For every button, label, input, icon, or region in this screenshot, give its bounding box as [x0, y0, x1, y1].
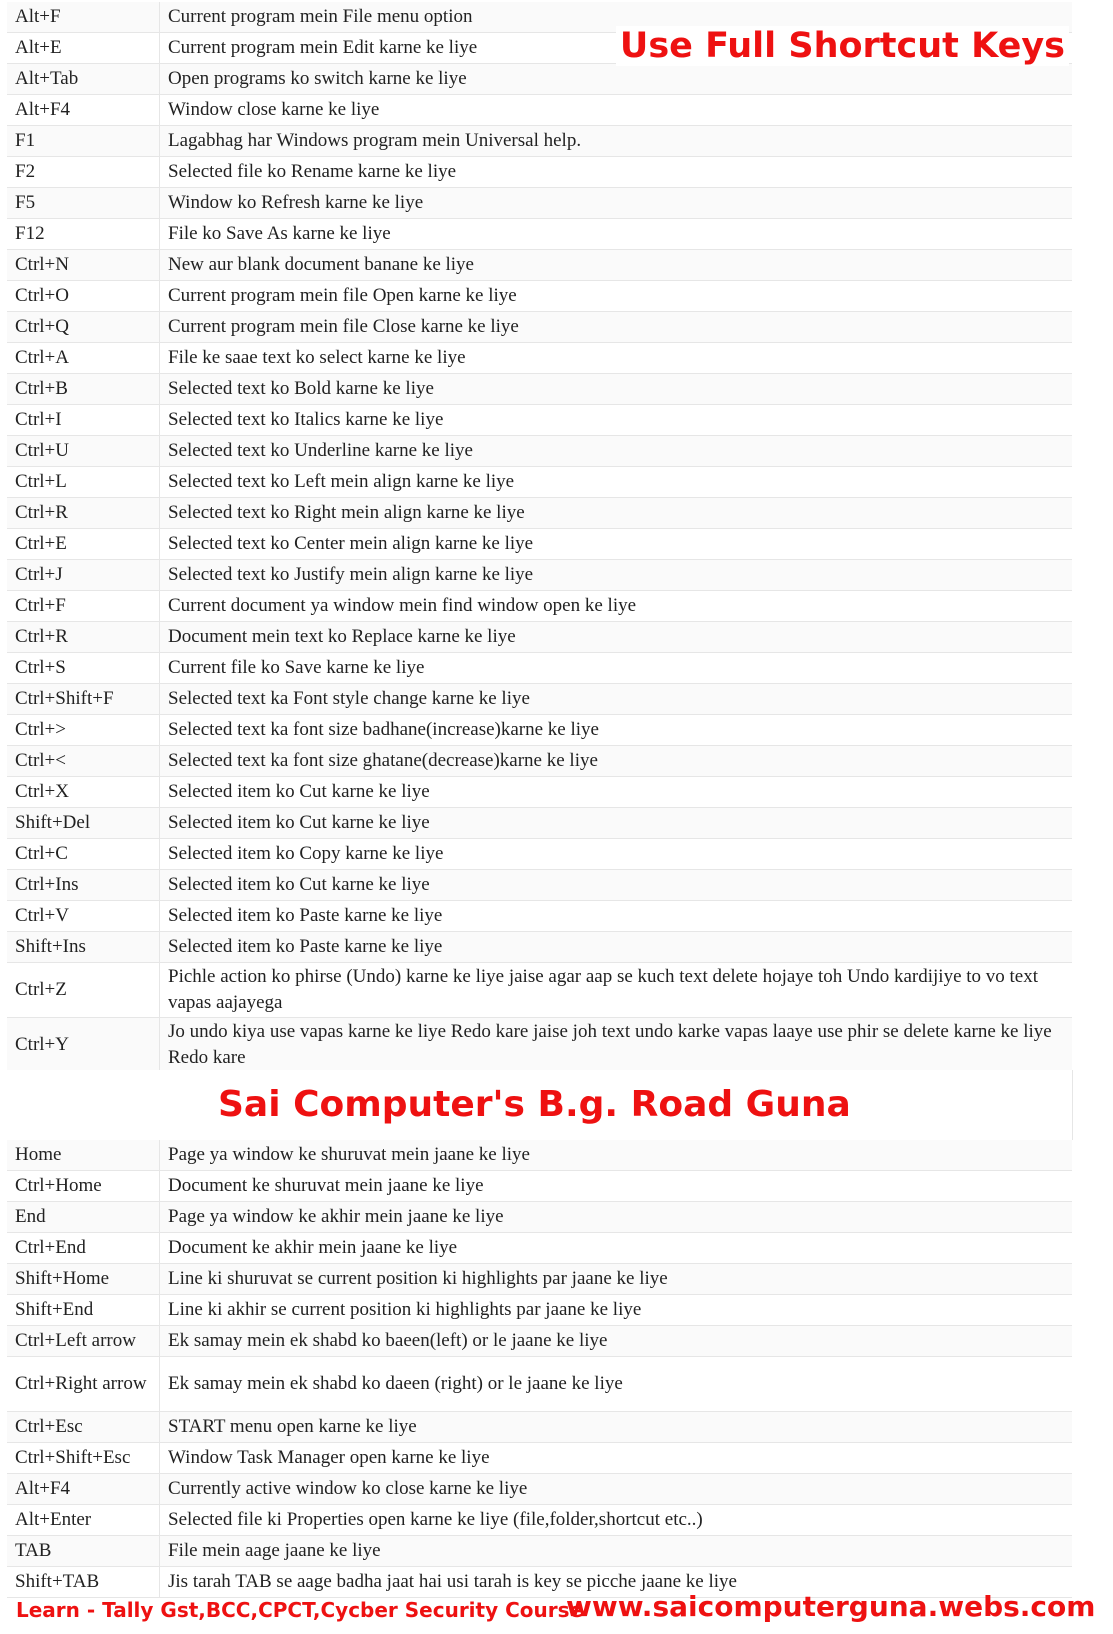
shortcut-description: Window ko Refresh karne ke liye [160, 188, 1073, 219]
shortcut-key: Ctrl+< [7, 746, 160, 777]
table-row [7, 1202, 1072, 1233]
shortcut-description: New aur blank document banane ke liye [160, 250, 1073, 281]
table-row [7, 1357, 1072, 1412]
shortcut-description: Page ya window ke shuruvat mein jaane ke liye [160, 1140, 1073, 1171]
shortcut-key: Ctrl+Y [7, 1018, 160, 1073]
table-row [7, 1536, 1072, 1567]
shortcut-description: Selected text ko Right mein align karne ke liye [160, 498, 1073, 529]
shortcut-description: Line ki shuruvat se current position ki highlights par jaane ke liye [160, 1264, 1073, 1295]
shortcut-description: Current program mein file Close karne ke liye [160, 312, 1073, 343]
shortcut-description: Selected text ko Underline karne ke liye [160, 436, 1073, 467]
shortcut-table-navigation [7, 1140, 1072, 1598]
shortcut-key: F5 [7, 188, 160, 219]
table-row [7, 777, 1072, 808]
shortcut-description: Selected file ki Properties open karne ke liye (file,folder,shortcut etc..) [160, 1505, 1073, 1536]
shortcut-description: Selected text ka font size ghatane(decrease)karne ke liye [160, 746, 1073, 777]
shortcut-table-main [7, 2, 1072, 1073]
shortcut-key: Ctrl+Esc [7, 1412, 160, 1443]
shortcut-key: Shift+Home [7, 1264, 160, 1295]
shortcut-key: Ctrl+Home [7, 1171, 160, 1202]
shortcut-description: Current program mein file Open karne ke liye [160, 281, 1073, 312]
shortcut-key: F2 [7, 157, 160, 188]
table-row [7, 529, 1072, 560]
table-row [7, 281, 1072, 312]
shortcut-description: File ke saae text ko select karne ke liye [160, 343, 1073, 374]
shortcut-key: Ctrl+F [7, 591, 160, 622]
table-row [7, 219, 1072, 250]
shortcut-description: Document ke shuruvat mein jaane ke liye [160, 1171, 1073, 1202]
table-row [7, 963, 1072, 1018]
shortcut-description: Current program mein File menu option [160, 2, 1073, 33]
table-row [7, 498, 1072, 529]
shortcut-key: Shift+End [7, 1295, 160, 1326]
table-row [7, 622, 1072, 653]
shortcut-key: Ctrl+J [7, 560, 160, 591]
table-row [7, 1140, 1072, 1171]
shortcut-description: Selected text ko Italics karne ke liye [160, 405, 1073, 436]
table-row [7, 312, 1072, 343]
shortcut-description: File mein aage jaane ke liye [160, 1536, 1073, 1567]
shortcut-key: Ctrl+Shift+Esc [7, 1443, 160, 1474]
shortcut-key: Alt+F4 [7, 95, 160, 126]
shortcut-key: Alt+Tab [7, 64, 160, 95]
table-row [7, 1018, 1072, 1073]
table-row [7, 1233, 1072, 1264]
table-row [7, 1295, 1072, 1326]
shortcut-key: Ctrl+B [7, 374, 160, 405]
shortcut-key: Ctrl+Left arrow [7, 1326, 160, 1357]
shortcut-key: Alt+Enter [7, 1505, 160, 1536]
table-row [7, 250, 1072, 281]
table-row [7, 653, 1072, 684]
shortcut-description: START menu open karne ke liye [160, 1412, 1073, 1443]
shortcut-description: Line ki akhir se current position ki highlights par jaane ke liye [160, 1295, 1073, 1326]
shortcut-description: Window close karne ke liye [160, 95, 1073, 126]
shortcut-description: Page ya window ke akhir mein jaane ke liye [160, 1202, 1073, 1233]
shortcut-key: Ctrl+E [7, 529, 160, 560]
table-row [7, 560, 1072, 591]
shortcut-key: Ctrl+Shift+F [7, 684, 160, 715]
shortcut-description: Document ke akhir mein jaane ke liye [160, 1233, 1073, 1264]
shortcut-key: Ctrl+X [7, 777, 160, 808]
shortcut-key: Home [7, 1140, 160, 1171]
shortcut-description: Selected text ko Bold karne ke liye [160, 374, 1073, 405]
shortcut-key: Ctrl+Q [7, 312, 160, 343]
shortcut-key: Ctrl+R [7, 498, 160, 529]
table-row [7, 870, 1072, 901]
shortcut-description: Currently active window ko close karne ke liye [160, 1474, 1073, 1505]
shortcut-key: Ctrl+A [7, 343, 160, 374]
table-row [7, 746, 1072, 777]
shortcut-description: Ek samay mein ek shabd ko baeen(left) or le jaane ke liye [160, 1326, 1073, 1357]
page-title: Use Full Shortcut Keys [616, 26, 1069, 66]
website-link[interactable]: www.saicomputerguna.webs.com [566, 1590, 1096, 1623]
table-row [7, 684, 1072, 715]
shortcut-description: Selected text ka Font style change karne ke liye [160, 684, 1073, 715]
shortcut-description: Current file ko Save karne ke liye [160, 653, 1073, 684]
shortcut-key: Ctrl+Ins [7, 870, 160, 901]
table-row [7, 1505, 1072, 1536]
shortcut-description: Selected text ka font size badhane(increase)karne ke liye [160, 715, 1073, 746]
shortcut-description: Selected item ko Copy karne ke liye [160, 839, 1073, 870]
shortcut-description: Selected file ko Rename karne ke liye [160, 157, 1073, 188]
table-row [7, 901, 1072, 932]
table-row [7, 157, 1072, 188]
shortcut-key: Ctrl+U [7, 436, 160, 467]
shortcut-description: Jo undo kiya use vapas karne ke liye Redo kare jaise joh text undo karke vapas laaye use phir se delete karne ke liye Redo kare [160, 1018, 1073, 1073]
shortcut-key: End [7, 1202, 160, 1233]
shortcut-key: Ctrl+L [7, 467, 160, 498]
shortcut-description: Current program mein Edit karne ke liye [160, 33, 1073, 64]
shortcut-key: Shift+Ins [7, 932, 160, 963]
shortcut-description: Open programs ko switch karne ke liye [160, 64, 1073, 95]
shortcut-key: F1 [7, 126, 160, 157]
shortcut-key: TAB [7, 1536, 160, 1567]
table-row [7, 715, 1072, 746]
table-row [7, 436, 1072, 467]
shortcut-description: Selected text ko Center mein align karne ke liye [160, 529, 1073, 560]
table-row [7, 95, 1072, 126]
table-row [7, 467, 1072, 498]
shortcut-description: Selected item ko Paste karne ke liye [160, 932, 1073, 963]
shortcut-description: Pichle action ko phirse (Undo) karne ke liye jaise agar aap se kuch text delete hojaye toh Undo kardijiye to vo text vapas aajayega [160, 963, 1073, 1018]
shortcut-key: Ctrl+I [7, 405, 160, 436]
shortcut-description: Ek samay mein ek shabd ko daeen (right) or le jaane ke liye [160, 1357, 1073, 1412]
table-row [7, 1474, 1072, 1505]
institute-banner: Sai Computer's B.g. Road Guna [218, 1084, 851, 1125]
table-row [7, 1443, 1072, 1474]
table-row [7, 126, 1072, 157]
shortcut-description: Selected text ko Left mein align karne ke liye [160, 467, 1073, 498]
table-row [7, 1171, 1072, 1202]
shortcut-key: Ctrl+Z [7, 963, 160, 1018]
shortcut-key: Shift+Del [7, 808, 160, 839]
shortcut-description: Window Task Manager open karne ke liye [160, 1443, 1073, 1474]
table-row [7, 591, 1072, 622]
shortcut-key: Ctrl+> [7, 715, 160, 746]
table-row [7, 374, 1072, 405]
shortcut-description: Selected item ko Paste karne ke liye [160, 901, 1073, 932]
table-row [7, 188, 1072, 219]
shortcut-key: F12 [7, 219, 160, 250]
table-row [7, 1326, 1072, 1357]
table-row [7, 343, 1072, 374]
shortcut-description: Current document ya window mein find window open ke liye [160, 591, 1073, 622]
shortcut-description: Jis tarah TAB se aage badha jaat hai usi tarah is key se picche jaane ke liye [160, 1567, 1073, 1598]
shortcut-key: Ctrl+R [7, 622, 160, 653]
table-row [7, 405, 1072, 436]
shortcut-key: Shift+TAB [7, 1567, 160, 1598]
shortcut-key: Ctrl+O [7, 281, 160, 312]
shortcut-key: Alt+F [7, 2, 160, 33]
shortcut-description: File ko Save As karne ke liye [160, 219, 1073, 250]
shortcut-description: Selected item ko Cut karne ke liye [160, 870, 1073, 901]
shortcut-key: Ctrl+C [7, 839, 160, 870]
shortcut-key: Alt+E [7, 33, 160, 64]
table-row [7, 808, 1072, 839]
shortcut-key: Ctrl+N [7, 250, 160, 281]
shortcut-description: Lagabhag har Windows program mein Universal help. [160, 126, 1073, 157]
table-row [7, 932, 1072, 963]
table-row [7, 1264, 1072, 1295]
shortcut-description: Selected item ko Cut karne ke liye [160, 808, 1073, 839]
course-advert: Learn - Tally Gst,BCC,CPCT,Cycber Security Course [16, 1598, 584, 1622]
shortcut-description: Document mein text ko Replace karne ke liye [160, 622, 1073, 653]
shortcut-key: Alt+F4 [7, 1474, 160, 1505]
shortcut-key: Ctrl+Right arrow [7, 1357, 160, 1412]
table-row [7, 64, 1072, 95]
shortcut-key: Ctrl+S [7, 653, 160, 684]
table-row [7, 1412, 1072, 1443]
shortcut-description: Selected item ko Cut karne ke liye [160, 777, 1073, 808]
table-row [7, 839, 1072, 870]
shortcut-key: Ctrl+End [7, 1233, 160, 1264]
shortcut-key: Ctrl+V [7, 901, 160, 932]
shortcut-description: Selected text ko Justify mein align karne ke liye [160, 560, 1073, 591]
